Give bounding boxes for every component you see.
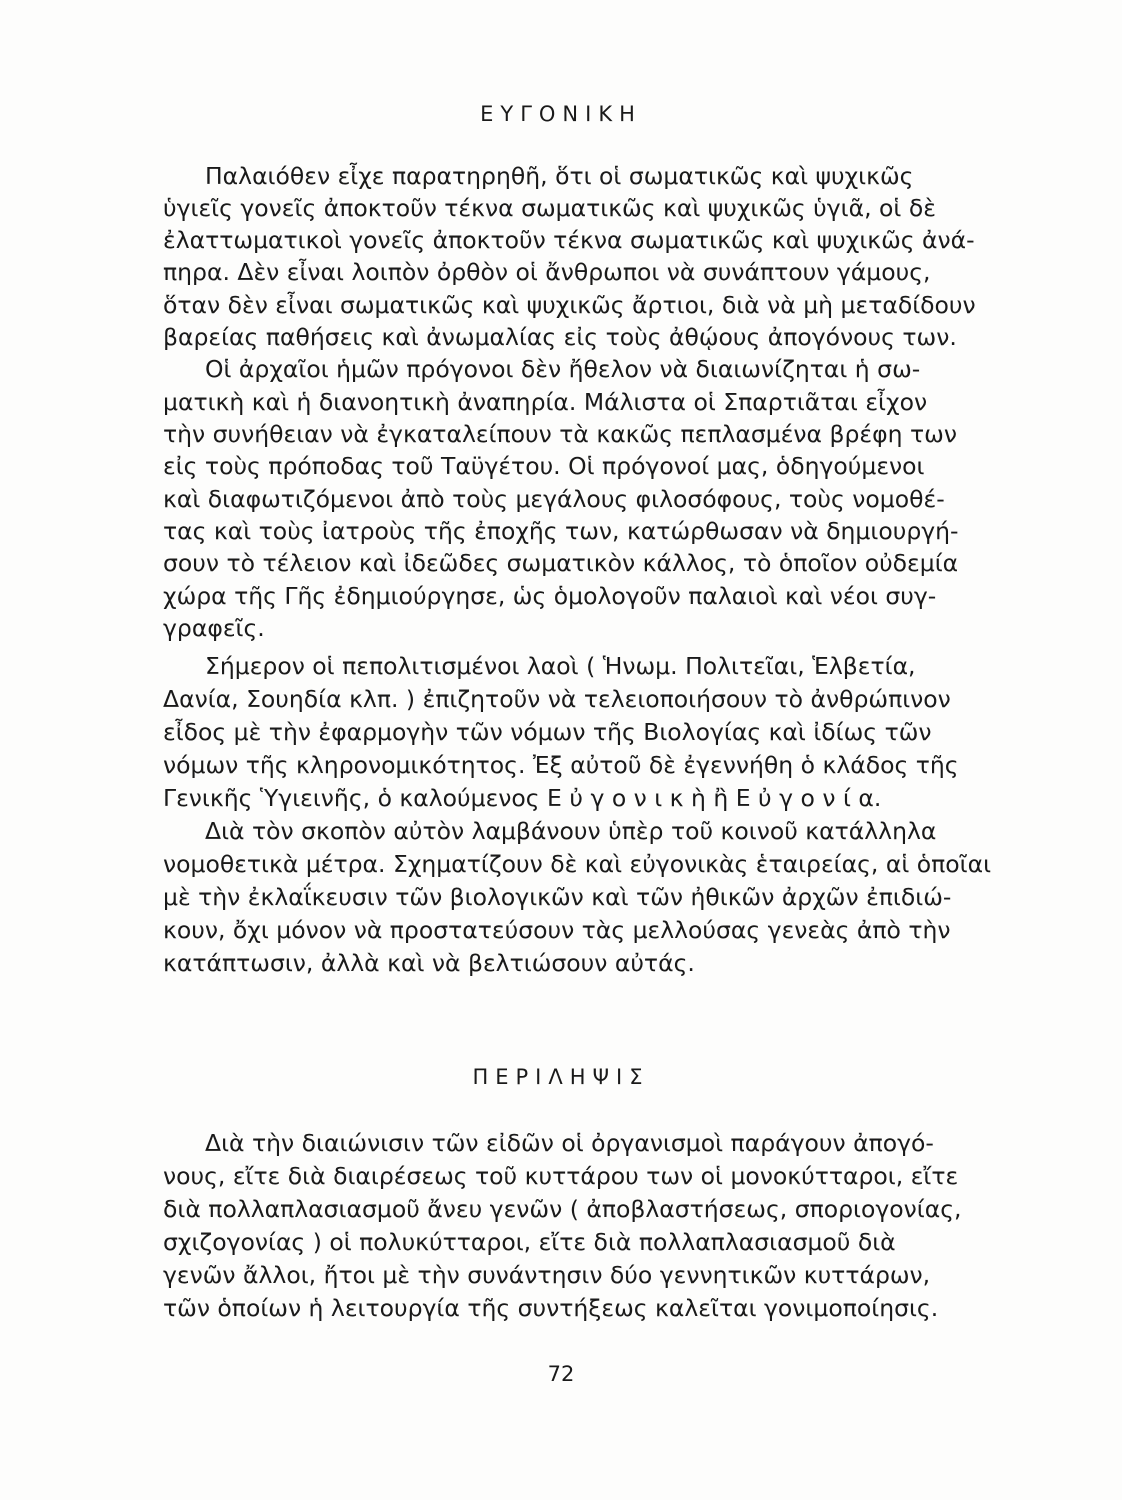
text-line: βαρείας παθήσεις καὶ ἀνωμαλίας εἰς τοὺς ἀθῴους ἀπογόνους των. bbox=[163, 323, 957, 351]
text-line: τῶν ὁποίων ἡ λειτουργία τῆς συντήξεως καλεῖται γονιμοποίησις. bbox=[163, 1294, 939, 1322]
page-title: ΕΥΓΟΝΙΚΗ bbox=[480, 102, 642, 126]
text-line: ἐλαττωματικοὶ γονεῖς ἀποκτοῦν τέκνα σωματικῶς καὶ ψυχικῶς ἀνά- bbox=[163, 226, 975, 254]
text-line: ὑγιεῖς γονεῖς ἀποκτοῦν τέκνα σωματικῶς καὶ ψυχικῶς ὑγιᾶ, οἱ δὲ bbox=[163, 194, 936, 222]
text-line: Γενικῆς Ὑγιεινῆς, ὁ καλούμενος Ε ὐ γ ο ν ι κ ὴ ἢ Ε ὐ γ ο ν ί α. bbox=[163, 784, 882, 812]
text-line: σχιζογονίας ) οἱ πολυκύτταροι, εἴτε διὰ πολλαπλασιασμοῦ διὰ bbox=[163, 1228, 896, 1256]
text-line: ματικὴ καὶ ἡ διανοητικὴ ἀναπηρία. Μάλιστα οἱ Σπαρτιᾶται εἶχον bbox=[163, 388, 928, 416]
text-line: νόμων τῆς κληρονομικότητος. Ἐξ αὐτοῦ δὲ ἐγεννήθη ὁ κλάδος τῆς bbox=[163, 751, 959, 779]
section-heading: ΠΕΡΙΛΗΨΙΣ bbox=[472, 1065, 650, 1089]
text-line: Παλαιόθεν εἶχε παρατηρηθῆ, ὅτι οἱ σωματικῶς καὶ ψυχικῶς bbox=[205, 162, 914, 190]
text-line: τας καὶ τοὺς ἰατροὺς τῆς ἐποχῆς των, κατώρθωσαν νὰ δημιουργή- bbox=[163, 517, 959, 545]
text-line: Διὰ τὸν σκοπὸν αὐτὸν λαμβάνουν ὑπὲρ τοῦ κοινοῦ κατάλληλα bbox=[205, 817, 937, 845]
text-line: Δανία, Σουηδία κλπ. ) ἐπιζητοῦν νὰ τελειοποιήσουν τὸ ἀνθρώπινον bbox=[163, 685, 951, 713]
text-line: τὴν συνήθειαν νὰ ἐγκαταλείπουν τὰ κακῶς πεπλασμένα βρέφη των bbox=[163, 420, 957, 448]
text-line: γενῶν ἄλλοι, ἤτοι μὲ τὴν συνάντησιν δύο γεννητικῶν κυττάρων, bbox=[163, 1261, 931, 1289]
text-line: Σήμερον οἱ πεπολιτισμένοι λαοὶ ( Ἡνωμ. Πολιτεῖαι, Ἑλβετία, bbox=[205, 652, 916, 680]
text-line: κατάπτωσιν, ἀλλὰ καὶ νὰ βελτιώσουν αὐτάς. bbox=[163, 949, 695, 977]
text-line: χώρα τῆς Γῆς ἐδημιούργησε, ὡς ὁμολογοῦν παλαιοὶ καὶ νέοι συγ- bbox=[163, 582, 937, 610]
text-line: σουν τὸ τέλειον καὶ ἰδεῶδες σωματικὸν κάλλος, τὸ ὁποῖον οὐδεμία bbox=[163, 549, 959, 577]
text-line: Διὰ τὴν διαιώνισιν τῶν εἰδῶν οἱ ὀργανισμοὶ παράγουν ἀπογό- bbox=[205, 1129, 934, 1157]
text-line: εἰς τοὺς πρόποδας τοῦ Ταϋγέτου. Οἱ πρόγονοί μας, ὁδηγούμενοι bbox=[163, 452, 925, 480]
text-line: ὅταν δὲν εἶναι σωματικῶς καὶ ψυχικῶς ἄρτιοι, διὰ νὰ μὴ μεταδίδουν bbox=[163, 291, 976, 319]
text-line: μὲ τὴν ἐκλαΐκευσιν τῶν βιολογικῶν καὶ τῶν ἠθικῶν ἀρχῶν ἐπιδιώ- bbox=[163, 883, 952, 911]
text-line: Οἱ ἀρχαῖοι ἡμῶν πρόγονοι δὲν ἤθελον νὰ διαιωνίζηται ἡ σω- bbox=[205, 355, 921, 383]
text-line: νομοθετικὰ μέτρα. Σχηματίζουν δὲ καὶ εὐγονικὰς ἑταιρείας, αἱ ὁποῖαι bbox=[163, 850, 992, 878]
text-line: κουν, ὄχι μόνον νὰ προστατεύσουν τὰς μελλούσας γενεὰς ἀπὸ τὴν bbox=[163, 916, 951, 944]
text-line: καὶ διαφωτιζόμενοι ἀπὸ τοὺς μεγάλους φιλοσόφους, τοὺς νομοθέ- bbox=[163, 485, 945, 513]
text-line: νους, εἴτε διὰ διαιρέσεως τοῦ κυττάρου των οἱ μονοκύτταροι, εἴτε bbox=[163, 1162, 959, 1190]
text-line: γραφεῖς. bbox=[163, 614, 265, 642]
text-line: πηρα. Δὲν εἶναι λοιπὸν ὀρθὸν οἱ ἄνθρωποι νὰ συνάπτουν γάμους, bbox=[163, 258, 931, 286]
page-number: 72 bbox=[547, 1362, 575, 1386]
text-line: διὰ πολλαπλασιασμοῦ ἄνευ γενῶν ( ἀποβλαστήσεως, σποριογονίας, bbox=[163, 1195, 962, 1223]
text-line: εἶδος μὲ τὴν ἐφαρμογὴν τῶν νόμων τῆς Βιολογίας καὶ ἰδίως τῶν bbox=[163, 718, 932, 746]
